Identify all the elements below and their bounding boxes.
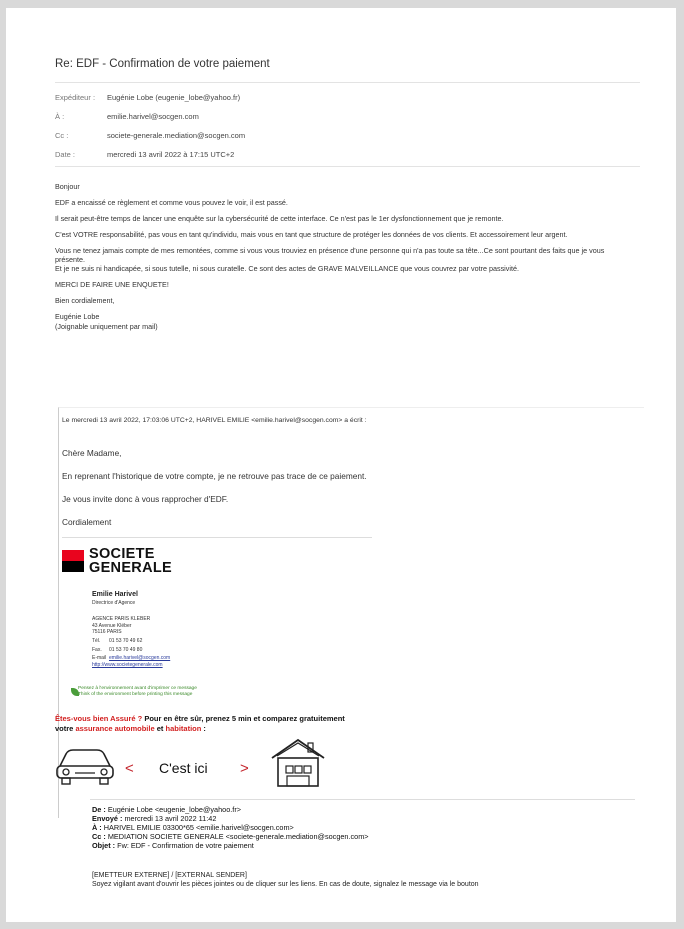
paragraph: MERCI DE FAIRE UNE ENQUETE!: [55, 280, 169, 290]
paragraph: Il serait peut-être temps de lancer une enquête sur la cybersécurité de cette interface. Ce n'est pas le 1er dysfonctionnement que je remonte.: [55, 213, 504, 223]
societe-generale-logo-icon: [62, 550, 84, 572]
to-value[interactable]: emilie.harivel@socgen.com: [107, 112, 199, 121]
header-to: [55, 112, 199, 121]
signature-note: (Joignable uniquement par mail): [55, 321, 158, 331]
greeting: Bonjour: [55, 182, 80, 191]
paragraph: Vous ne tenez jamais compte de mes remontées, comme si vous vous trouviez en présence d'une personne qui n'a pas toute sa tête...Ce sont pourtant des faits que je vous présente.: [55, 245, 605, 265]
email-link[interactable]: emilie.harivel@socgen.com: [109, 655, 171, 661]
divider: [90, 799, 635, 800]
sig-city: 75116 PARIS: [92, 629, 122, 635]
to-label: À :: [55, 112, 65, 121]
signature-name: Eugénie Lobe: [55, 312, 100, 322]
quote-closing: Cordialement: [62, 517, 112, 527]
sig-website: [92, 662, 163, 669]
cc-label: Cc :: [55, 131, 69, 140]
divider: [55, 166, 640, 167]
paragraph: C'est VOTRE responsabilité, pas vous en tant qu'individu, mais vous en tant que structure de protéger les données de vos clients. Et accessoirement leur argent.: [55, 229, 568, 239]
header-from: [55, 93, 240, 102]
arrow-left: <: [125, 760, 134, 777]
quote-line: En reprenant l'historique de votre compte, je ne retrouve pas trace de ce paiement.: [62, 471, 367, 481]
house-icon[interactable]: [268, 736, 328, 790]
message-body: [55, 182, 625, 337]
paragraph: EDF a encaissé ce règlement et comme vous pouvez le voir, il est passé.: [55, 197, 288, 207]
email-subject: Re: EDF - Confirmation de votre paiement: [55, 58, 270, 70]
header-cc: [55, 131, 245, 140]
email-page: [6, 8, 676, 922]
car-icon[interactable]: [54, 746, 116, 788]
cta-link[interactable]: C'est ici: [159, 760, 208, 776]
societe-generale-logo: SOCIETE GENERALE: [89, 546, 172, 576]
forwarded-header: De : Eugénie Lobe <eugenie_lobe@yahoo.fr> Envoyé : mercredi 13 avril 2022 11:42 À : HARIVEL EMILIE 03300*65 <emilie.harivel@socgen.com> Cc : MEDIATION SOCIETE GENERALE <societe-generale.mediation@socgen.com> Objet : Fw: EDF - Confirmation de votre paiement: [92, 805, 369, 850]
website-link[interactable]: http://www.societegenerale.com: [92, 662, 163, 668]
divider: [55, 82, 640, 83]
sig-tel: Tél. 01 53 70 49 62: [92, 638, 143, 644]
environment-note: Pensez à l'environnement avant d'imprimer ce message Think of the environment before printing this message: [78, 686, 197, 697]
sig-title: Directrice d'Agence: [92, 600, 136, 606]
sig-street: 43 Avenue Kléber: [92, 622, 132, 629]
insurance-ad-text: Êtes-vous bien Assuré ? Pour en être sûr, prenez 5 min et comparez gratuitement votre assurance automobile et habitation :: [55, 714, 345, 733]
quoted-block: [58, 407, 644, 818]
cc-value[interactable]: societe-generale.mediation@socgen.com: [107, 131, 246, 140]
divider: [62, 537, 372, 538]
closing: Bien cordialement,: [55, 296, 115, 306]
external-sender-warning: [EMETTEUR EXTERNE] / [EXTERNAL SENDER] Soyez vigilant avant d'ouvrir les pièces jointes ou de cliquer sur les liens. En cas de doute, signalez le message via le bouton: [92, 872, 479, 888]
from-value[interactable]: Eugénie Lobe (eugenie_lobe@yahoo.fr): [107, 93, 241, 102]
sig-name: Emilie Harivel: [92, 591, 138, 598]
from-label: Expéditeur :: [55, 93, 96, 102]
sig-fax: Fax. 01 53 70 49 80: [92, 646, 143, 653]
date-value: mercredi 13 avril 2022 à 17:15 UTC+2: [107, 150, 235, 159]
header-date: [55, 150, 234, 159]
date-label: Date :: [55, 150, 76, 159]
paragraph: Et je ne suis ni handicapée, si sous tutelle, ni sous curatelle. Ce sont des actes de GRAVE MALVEILLANCE que vous couvrez par votre passivité.: [55, 264, 519, 274]
sig-email: E-mail emilie.harivel@socgen.com: [92, 655, 171, 661]
quote-line: Je vous invite donc à vous rapprocher d'EDF.: [62, 494, 229, 504]
quote-intro: Le mercredi 13 avril 2022, 17:03:06 UTC+2, HARIVEL EMILIE <emilie.harivel@socgen.com> a écrit :: [62, 417, 367, 424]
quote-salutation: Chère Madame,: [62, 448, 122, 458]
arrow-right: >: [240, 760, 249, 777]
sig-agency: AGENCE PARIS KLEBER: [92, 616, 151, 622]
